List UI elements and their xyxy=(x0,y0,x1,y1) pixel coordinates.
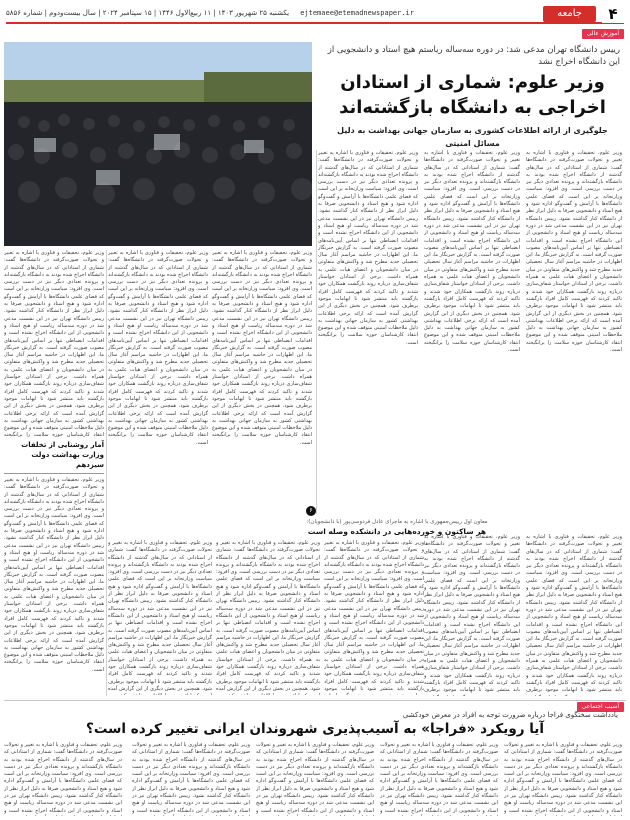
text-column-13 xyxy=(380,742,498,816)
article-text: وزیر علوم، تحقیقات و فناوری با اشاره به تغییر و تحولات صورت‌گرفته در دانشگاه‌ها گفت: شماری از استادانی که در سال‌های گذشته از دانشگاه اخراج شده بودند به دانشگاه بازگشته‌اند و پرونده تعدادی دیگر نیز در دست بررسی است. وی افزود: سیاست وزارتخانه بر این است که فضای علمی دانشگاه‌ها با آرامش و گفت‌وگو اداره شود و هیچ استاد و دانشجویی صرفا به دلیل ابراز نظر از دانشگاه کنار گذاشته نشود. رییس دانشگاه تهران نیز در این نشست مدعی شد در دوره سه‌ساله ریاست او هیچ استاد و دانشجویی از این دانشگاه اخراج نشده است و اقدامات انضباطی تنها بر اساس آیین‌نامه‌های مصوب صورت گرفته است. به گزارش خبرنگار ما، این اظهارات در حاشیه مراسم آغاز سال تحصیلی جدید مطرح شد و واکنش‌های متفاوتی در میان دانشجویان و اعضای هیات علمی به همراه داشت. برخی از استادان خواستار شفاف‌سازی درباره روند بازگشت همکاران خود شدند و تاکید کردند که فهرست کامل افراد بازگشته باید منتشر شود تا ابهامات موجود برطرف شود. همچنین در بخش دیگری از این گزارش آمده xyxy=(216,540,320,692)
article-text: وزیر علوم، تحقیقات و فناوری با اشاره به تغییر و تحولات صورت‌گرفته در دانشگاه‌ها گفت: شماری از استادانی که در سال‌های گذشته از دانشگاه اخراج شده بودند به دانشگاه بازگشته‌اند و پرونده تعدادی دیگر نیز در دست بررسی است. وی افزود: سیاست وزارتخانه بر این است که فضای علمی دانشگاه‌ها با آرامش و گفت‌وگو اداره شود و هیچ استاد و دانشجویی صرفا به دلیل ابراز نظر از دانشگاه کنار گذاشته نشود. رییس دانشگاه تهران نیز در این نشست مدعی شد در دوره سه‌ساله ریاست او هیچ استاد و دانشجویی از این دانشگاه اخراج نشده است و اقدامات انضباطی تنها بر اساس آیین‌نامه‌های مصوب صورت گرفته است. به گزارش خبرنگار ما، این اظهارات در حاشیه مراسم آغاز سال تحصیلی جدید مطرح شد و واکنش‌های متفاوتی در میان دانشجویان و اعضای هیات علمی به همراه داشت. برخی از استادان خواستار شفاف‌سازی درباره روند بازگشت همکاران خود شدند و تاکید کردند که فهرست کامل افراد بازگشته باید منتشر شود تا ابهامات موجود برطرف xyxy=(424,534,520,694)
text-column-16 xyxy=(4,742,122,816)
mid-story-kicker: معاون اول رییس‌جمهوری با اشاره به ماجرای عادل فردوسی‌پور (با دانشجویان): xyxy=(306,519,488,525)
text-column-9 xyxy=(324,540,424,695)
text-column-11 xyxy=(526,534,622,696)
text-column-8 xyxy=(216,540,320,695)
article-text: وزیر علوم، تحقیقات و فناوری با اشاره به تغییر و تحولات صورت‌گرفته در دانشگاه‌ها گفت: شماری از استادانی که در سال‌های گذشته از دانشگاه اخراج شده بودند به دانشگاه بازگشته‌اند و پرونده تعدادی دیگر نیز در دست بررسی است. وی افزود: سیاست وزارتخانه بر این است که فضای علمی دانشگاه‌ها با آرامش و گفت‌وگو اداره شود و هیچ استاد و دانشجویی صرفا به دلیل ابراز نظر از دانشگاه کنار گذاشته نشود. رییس دانشگاه تهران نیز در این نشست مدعی شد در دوره سه‌ساله ریاست او هیچ استاد و دانشجویی از این دانشگاه اخراج نشده است و اقدامات انضباطی تنها بر اساس آیین‌نامه‌های مصوب صورت گرفته است. به گزارش خبرنگار ما، این اظهارات در حاشیه مراسم آغاز سال تحصیلی جدید مطرح شد و واکنش‌های متفاوتی در میان دانشجویان و اعضای هیات علمی به همراه داشت. برخی از استادان خواستار شفاف‌سازی درباره روند بازگشت همکاران خود شدند و تاکید کردند که فهرست کامل افراد بازگشته باید منتشر شود تا ابهامات موجود برطرف شود. همچنین در بخش دیگری از این گزارش آمده است که ارائه برخی اطلاعات بهداشتی کشور به سازمان جهانی بهداشت به دلیل ملاحظات امنیتی متوقف شده و این موضوع انتقاد کارشناسان حوزه سلامت را برانگیخته است. xyxy=(424,150,520,354)
column-rule xyxy=(106,250,107,696)
text-column-6 xyxy=(212,250,312,512)
article-text: وزیر علوم، تحقیقات و فناوری با اشاره به تغییر و تحولات صورت‌گرفته در دانشگاه‌ها گفت: شماری از استادانی که در سال‌های گذشته از دانشگاه اخراج شده بودند به دانشگاه بازگشته‌اند و پرونده تعدادی دیگر نیز در دست بررسی است. وی افزود: سیاست وزارتخانه بر این است که فضای علمی دانشگاه‌ها با آرامش و گفت‌وگو اداره شود و هیچ استاد و دانشجویی صرفا به دلیل ابراز نظر از دانشگاه کنار گذاشته نشود. رییس دانشگاه تهران نیز در این نشست مدعی شد در دوره سه‌ساله ریاست او هیچ استاد و دانشجویی از این دانشگاه اخراج نشده است و اقدامات انضباطی تنها بر اساس آیین‌نامه‌های مصوب صورت گرفته است. به گزارش خبرنگار ما، این اظهارات در حاشیه مراسم آغاز سال تحصیلی جدید مطرح شد و واکنش‌های متفاوتی در میان دانشجویان و اعضای هیات علمی به همراه داشت. برخی از استادان خواستار شفاف‌سازی درباره روند بازگشت همکاران خود شدند و تاکید کردند که فهرست کامل افراد بازگشته باید منتشر شود تا ابهامات موجود برطرف شود. همچنین در بخش دیگری از این گزارش آمده است که ارائه برخی اطلاعات بهداشتی کشور به سازمان جهانی بهداشت به دلیل ملاحظات امنیتی متوقف شده و این موضوع انتقاد کارشناسان حوزه سلامت را برانگیخته xyxy=(4,250,104,439)
side-story xyxy=(4,440,104,695)
text-column-5 xyxy=(108,250,208,520)
main-kicker: رییس دانشگاه تهران مدعی شد: در دوره سه‌ساله ریاستم هیچ استاد و دانشجویی از این دانشگاه اخراج نشد xyxy=(327,45,620,67)
column-rule xyxy=(316,150,317,514)
text-column-10 xyxy=(424,534,520,696)
article-text: وزیر علوم، تحقیقات و فناوری با اشاره به تغییر و تحولات صورت‌گرفته در دانشگاه‌ها گفت: شماری از استادانی که در سال‌های گذشته از دانشگاه اخراج شده بودند به دانشگاه بازگشته‌اند و پرونده تعدادی دیگر نیز در دست بررسی است. وی افزود: سیاست وزارتخانه بر این است که فضای علمی دانشگاه‌ها با آرامش و گفت‌وگو اداره شود و هیچ استاد و دانشجویی صرفا به دلیل ابراز نظر از دانشگاه کنار گذاشته نشود. رییس دانشگاه تهران نیز در این نشست مدعی شد در دوره سه‌ساله ریاست او هیچ استاد و دانشجویی از این دانشگاه اخراج نشده است و اقدامات انضباطی تنها بر اساس آیین‌نامه‌های مصوب صورت گرفته است. به گزارش خبرنگار ما، این اظهارات در حاشیه مراسم آغاز سال تحصیلی جدید مطرح شد و واکنش‌های متفاوتی در میان دانشجویان و اعضای هیات علمی به همراه داشت. برخی از استادان خواستار شفاف‌سازی درباره روند بازگشت همکاران خود شدند و تاکید کردند که فهرست کامل افراد بازگشته باید منتشر شود تا ابهامات موجود برطرف xyxy=(526,534,622,694)
article-text: وزیر علوم، تحقیقات و فناوری با اشاره به تغییر و تحولات صورت‌گرفته در دانشگاه‌ها گفت: شماری از استادانی که در سال‌های گذشته از دانشگاه اخراج شده بودند به دانشگاه بازگشته‌اند و پرونده تعدادی دیگر نیز در دست بررسی است. وی افزود: سیاست وزارتخانه بر این است که فضای علمی دانشگاه‌ها با آرامش و گفت‌وگو اداره شود و هیچ استاد و دانشجویی صرفا به دلیل ابراز نظر از دانشگاه کنار گذاشته نشود. رییس دانشگاه تهران نیز در این نشست مدعی شد در دوره سه‌ساله ریاست او هیچ استاد و دانشجویی از این دانشگاه اخراج نشده است و اقدامات انضباطی تنها بر اساس آیین‌نامه‌های مصوب صورت گرفته است. به گزارش خبرنگار ما، این اظهارات در حاشیه مراسم آغاز سال تحصیلی جدید مطرح شد و واکنش‌های متفاوتی در میان دانشجویان و اعضای هیات علمی به همراه داشت. برخی از استادان خواستار شفاف‌سازی درباره روند بازگشت همکاران خود شدند و تاکید کردند که فهرست کامل افراد بازگشته باید منتشر شود تا ابهامات موجود xyxy=(324,540,424,692)
page-header xyxy=(6,6,624,24)
article-text: وزیر علوم، تحقیقات و فناوری با اشاره به تغییر و تحولات صورت‌گرفته در دانشگاه‌ها گفت: شماری از استادانی که در سال‌های گذشته از دانشگاه اخراج شده بودند به دانشگاه بازگشته‌اند و پرونده تعدادی دیگر نیز در دست بررسی است. وی افزود: سیاست وزارتخانه بر این است که فضای علمی دانشگاه‌ها با آرامش و گفت‌وگو اداره شود و هیچ استاد و دانشجویی صرفا به دلیل ابراز نظر از دانشگاه کنار گذاشته نشود. رییس دانشگاه تهران نیز در این نشست مدعی شد در دوره سه‌ساله ریاست او هیچ استاد و دانشجویی از این دانشگاه اخراج نشده است و اقدامات انضباطی تنها بر اساس آیین‌نامه‌های مصوب صورت گرفته است. به گزارش خبرنگار ما، این اظهارات در حاشیه مراسم آغاز سال تحصیلی جدید مطرح شد و واکنش‌های متفاوتی در میان دانشجویان و اعضای هیات علمی به همراه داشت. برخی از استادان خواستار شفاف‌سازی درباره روند بازگشت همکاران خود شدند و تاکید کردند که فهرست کامل افراد بازگشته باید منتشر شود تا ابهامات موجود برطرف شود. همچنین در بخش دیگری از این گزارش آمده است که ارائه برخی اطلاعات بهداشتی کشور به سازمان جهانی بهداشت به دلیل ملاحظات امنیتی متوقف شده و این موضوع انتقاد کارشناسان حوزه سلامت را برانگیخته است. xyxy=(108,250,208,446)
text-column-15 xyxy=(132,742,250,816)
text-column-2 xyxy=(424,150,520,530)
text-column-1 xyxy=(526,150,622,530)
article-text: وزیر علوم، تحقیقات و فناوری با اشاره به تغییر و تحولات صورت‌گرفته در دانشگاه‌ها گفت: شماری از استادانی که در سال‌های گذشته از دانشگاه اخراج شده بودند به دانشگاه بازگشته‌اند و پرونده تعدادی دیگر نیز در دست بررسی است. وی افزود: سیاست وزارتخانه بر این است که فضای علمی دانشگاه‌ها با آرامش و گفت‌وگو اداره شود و هیچ استاد و دانشجویی صرفا به دلیل ابراز نظر از دانشگاه کنار گذاشته نشود. رییس دانشگاه تهران نیز در این نشست مدعی شد در دوره سه‌ساله ریاست او هیچ استاد و دانشجویی از این دانشگاه اخراج نشده است و xyxy=(256,742,374,814)
text-column-12 xyxy=(504,742,622,816)
mid-story-title: هر ساکتون و خورده‌هایی در دانشکده وصله است xyxy=(307,527,487,536)
bottom-divider xyxy=(4,700,626,701)
text-column-14 xyxy=(256,742,374,816)
article-text: وزیر علوم، تحقیقات و فناوری با اشاره به تغییر و تحولات صورت‌گرفته در دانشگاه‌ها گفت: شماری از استادانی که در سال‌های گذشته از دانشگاه اخراج شده بودند به دانشگاه بازگشته‌اند و پرونده تعدادی دیگر نیز در دست بررسی است. وی افزود: سیاست وزارتخانه بر این است که فضای علمی دانشگاه‌ها با آرامش و گفت‌وگو اداره شود و هیچ استاد و دانشجویی صرفا به دلیل ابراز نظر از دانشگاه کنار گذاشته نشود. رییس دانشگاه تهران نیز در این نشست مدعی شد در دوره سه‌ساله ریاست او هیچ استاد و دانشجویی از این دانشگاه اخراج نشده است و اقدامات انضباطی تنها بر اساس آیین‌نامه‌های مصوب صورت گرفته است. به گزارش خبرنگار ما، این اظهارات در حاشیه مراسم آغاز سال تحصیلی جدید مطرح شد و واکنش‌های متفاوتی در میان دانشجویان و اعضای هیات علمی به همراه داشت. برخی از استادان خواستار شفاف‌سازی درباره روند بازگشت همکاران خود شدند و تاکید کردند که فهرست کامل افراد بازگشته باید منتشر شود تا ابهامات موجود برطرف شود. همچنین در بخش دیگری از این گزارش آمده است که ارائه برخی اطلاعات بهداشتی کشور به سازمان جهانی بهداشت به دلیل ملاحظات امنیتی متوقف شده و این موضوع انتقاد کارشناسان حوزه سلامت را برانگیخته است. xyxy=(212,250,312,446)
article-text: وزیر علوم، تحقیقات و فناوری با اشاره به تغییر و تحولات صورت‌گرفته در دانشگاه‌ها گفت: شماری از استادانی که در سال‌های گذشته از دانشگاه اخراج شده بودند به دانشگاه بازگشته‌اند و پرونده تعدادی دیگر نیز در دست بررسی است. وی افزود: سیاست وزارتخانه بر این است که فضای علمی دانشگاه‌ها با آرامش و گفت‌وگو اداره شود و هیچ استاد و دانشجویی صرفا به دلیل ابراز نظر از دانشگاه کنار گذاشته نشود. رییس دانشگاه تهران نیز در این نشست مدعی شد در دوره سه‌ساله ریاست او هیچ استاد و دانشجویی از این دانشگاه اخراج نشده است و xyxy=(132,742,250,814)
text-column-4 xyxy=(4,250,104,440)
bottom-headline: آیا رویکرد «فراجا» به آسیب‌پذیری شهروندان ایرانی تغییر کرده است؟ xyxy=(86,721,544,737)
text-column-7 xyxy=(108,540,212,695)
category-tag: آموزش عالی xyxy=(582,29,624,39)
article-text: وزیر علوم، تحقیقات و فناوری با اشاره به تغییر و تحولات صورت‌گرفته در دانشگاه‌ها گفت: شماری از استادانی که در سال‌های گذشته از دانشگاه اخراج شده بودند به دانشگاه بازگشته‌اند و پرونده تعدادی دیگر نیز در دست بررسی است. وی افزود: سیاست وزارتخانه بر این است که فضای علمی دانشگاه‌ها با آرامش و گفت‌وگو اداره شود و هیچ استاد و دانشجویی صرفا به دلیل ابراز نظر از دانشگاه کنار گذاشته نشود. رییس دانشگاه تهران نیز در این نشست مدعی شد در دوره سه‌ساله ریاست او هیچ استاد و دانشجویی از این دانشگاه اخراج نشده است و اقدامات انضباطی تنها بر اساس آیین‌نامه‌های مصوب صورت گرفته است. به گزارش خبرنگار ما، این اظهارات در حاشیه مراسم آغاز سال تحصیلی جدید مطرح شد و واکنش‌های متفاوتی در میان دانشجویان و اعضای هیات علمی به همراه داشت. برخی از استادان خواستار شفاف‌سازی درباره روند بازگشت همکاران خود شدند و تاکید کردند که فهرست کامل افراد بازگشته باید منتشر شود تا ابهامات موجود برطرف شود. همچنین در بخش دیگری از این گزارش آمده است که ارائه برخی اطلاعات بهداشتی کشور به سازمان جهانی بهداشت به دلیل ملاحظات امنیتی متوقف شده و این موضوع انتقاد کارشناسان حوزه سلامت را برانگیخته است. xyxy=(526,150,622,354)
story-number-badge: ۶ xyxy=(306,506,316,516)
page-number: ۴ xyxy=(602,5,624,23)
article-text: وزیر علوم، تحقیقات و فناوری با اشاره به تغییر و تحولات صورت‌گرفته در دانشگاه‌ها گفت: شماری از استادانی که در سال‌های گذشته از دانشگاه اخراج شده بودند به دانشگاه بازگشته‌اند و پرونده تعدادی دیگر نیز در دست بررسی است. وی افزود: سیاست وزارتخانه بر این است که فضای علمی دانشگاه‌ها با آرامش و گفت‌وگو اداره شود و هیچ استاد و دانشجویی صرفا به دلیل ابراز نظر از دانشگاه کنار گذاشته نشود. رییس دانشگاه تهران نیز در این نشست مدعی شد در دوره سه‌ساله ریاست او هیچ استاد و دانشجویی از این دانشگاه اخراج نشده است و xyxy=(380,742,498,814)
article-text: وزیر علوم، تحقیقات و فناوری با اشاره به تغییر و تحولات صورت‌گرفته در دانشگاه‌ها گفت: شماری از استادانی که در سال‌های گذشته از دانشگاه اخراج شده بودند به دانشگاه بازگشته‌اند و پرونده تعدادی دیگر نیز در دست بررسی است. وی افزود: سیاست وزارتخانه بر این است که فضای علمی دانشگاه‌ها با آرامش و گفت‌وگو اداره شود و هیچ استاد و دانشجویی صرفا به دلیل ابراز نظر از دانشگاه کنار گذاشته نشود. رییس دانشگاه تهران نیز در این نشست مدعی شد در دوره سه‌ساله ریاست او هیچ استاد و دانشجویی از این دانشگاه اخراج نشده است و xyxy=(504,742,622,814)
side-story-title: آمار روشنایی از تخلفات وزارت بهداشت دولت سیزدهم xyxy=(21,441,104,469)
category-tag: آسیب اجتماعی xyxy=(577,702,624,712)
article-text: وزیر علوم، تحقیقات و فناوری با اشاره به تغییر و تحولات صورت‌گرفته در دانشگاه‌ها گفت: شماری از استادانی که در سال‌های گذشته از دانشگاه اخراج شده بودند به دانشگاه بازگشته‌اند و پرونده تعدادی دیگر نیز در دست بررسی است. وی افزود: سیاست وزارتخانه بر این است که فضای علمی دانشگاه‌ها با آرامش و گفت‌وگو اداره شود و هیچ استاد و دانشجویی صرفا به دلیل ابراز نظر از دانشگاه کنار گذاشته نشود. رییس دانشگاه تهران نیز در این نشست مدعی شد در دوره سه‌ساله ریاست او هیچ استاد و دانشجویی از این دانشگاه اخراج نشده است و اقدامات انضباطی تنها بر اساس آیین‌نامه‌های مصوب صورت گرفته است. به گزارش خبرنگار ما، این اظهارات در حاشیه مراسم آغاز سال تحصیلی جدید مطرح شد و واکنش‌های متفاوتی در میان دانشجویان و اعضای هیات علمی به همراه داشت. برخی از استادان خواستار شفاف‌سازی درباره روند بازگشت همکاران خود شدند و تاکید کردند که فهرست کامل افراد بازگشته باید منتشر شود تا ابهامات موجود برطرف شود. همچنین در بخش دیگری از این گزارش آمده است که ارائه برخی اطلاعات بهداشتی کشور به سازمان جهانی بهداشت به دلیل ملاحظات امنیتی متوقف شده و این موضوع انتقاد کارشناسان حوزه سلامت را برانگیخته است. xyxy=(4,477,104,673)
section-email: ejtemaee@etemadnewspaper.ir xyxy=(300,9,414,17)
article-text: وزیر علوم، تحقیقات و فناوری با اشاره به تغییر و تحولات صورت‌گرفته در دانشگاه‌ها گفت: شماری از استادانی که در سال‌های گذشته از دانشگاه اخراج شده بودند به دانشگاه بازگشته‌اند و پرونده تعدادی دیگر نیز در دست بررسی است. وی افزود: سیاست وزارتخانه بر این است که فضای علمی دانشگاه‌ها با آرامش و گفت‌وگو اداره شود و هیچ استاد و دانشجویی صرفا به دلیل ابراز نظر از دانشگاه کنار گذاشته نشود. رییس دانشگاه تهران نیز در این نشست مدعی شد در دوره سه‌ساله ریاست او هیچ استاد و دانشجویی از این دانشگاه اخراج نشده است و اقدامات انضباطی تنها بر اساس آیین‌نامه‌های مصوب صورت گرفته است. به گزارش خبرنگار ما، این اظهارات در حاشیه مراسم آغاز سال تحصیلی جدید مطرح شد و واکنش‌های متفاوتی در میان دانشجویان و اعضای هیات علمی به همراه داشت. برخی از استادان خواستار شفاف‌سازی درباره روند بازگشت همکاران خود شدند و تاکید کردند که فهرست کامل افراد بازگشته باید منتشر شود تا ابهامات موجود برطرف شود. همچنین در بخش دیگری از این گزارش آمده xyxy=(108,540,212,692)
mid-story-header xyxy=(232,519,562,534)
crowd-photo xyxy=(4,42,312,246)
issue-date: یکشنبه ۲۵ شهریور ۱۴۰۳ | ۱۱ ربیع‌الاول ۱۴۴۶ | ۱۵ سپتامبر ۲۰۲۴ | سال بیست‌ودوم | شماره ۵۸۵۶ xyxy=(6,9,290,17)
main-headline: وزیر علوم: شماری از استادان اخراجی به دانشگاه بازگشته‌اند xyxy=(339,72,606,118)
main-subhead: جلوگیری از ارائه اطلاعات کشوری به سازمان جهانی بهداشت به دلیل مسائل امنیتی xyxy=(337,126,608,148)
article-text: وزیر علوم، تحقیقات و فناوری با اشاره به تغییر و تحولات صورت‌گرفته در دانشگاه‌ها گفت: شماری از استادانی که در سال‌های گذشته از دانشگاه اخراج شده بودند به دانشگاه بازگشته‌اند و پرونده تعدادی دیگر نیز در دست بررسی است. وی افزود: سیاست وزارتخانه بر این است که فضای علمی دانشگاه‌ها با آرامش و گفت‌وگو اداره شود و هیچ استاد و دانشجویی صرفا به دلیل ابراز نظر از دانشگاه کنار گذاشته نشود. رییس دانشگاه تهران نیز در این نشست مدعی شد در دوره سه‌ساله ریاست او هیچ استاد و دانشجویی از این دانشگاه اخراج نشده است و اقدامات انضباطی تنها بر اساس آیین‌نامه‌های مصوب صورت گرفته است. به گزارش خبرنگار ما، این اظهارات در حاشیه مراسم آغاز سال تحصیلی جدید مطرح شد و واکنش‌های متفاوتی در میان دانشجویان و اعضای هیات علمی به همراه داشت. برخی از استادان خواستار شفاف‌سازی درباره روند بازگشت همکاران خود شدند و تاکید کردند که فهرست کامل افراد بازگشته باید منتشر شود تا ابهامات موجود برطرف شود. همچنین در بخش دیگری از این گزارش آمده است که ارائه برخی اطلاعات بهداشتی کشور به سازمان جهانی بهداشت به دلیل ملاحظات امنیتی متوقف شده و این موضوع انتقاد کارشناسان حوزه سلامت را برانگیخته است. xyxy=(318,150,418,346)
text-column-3 xyxy=(318,150,418,514)
section-label: جامعه xyxy=(543,6,596,22)
bottom-kicker: یادداشت سختگوی فراجا درباره ضرورت توجه به افراد در معرض خودکشی xyxy=(402,711,618,719)
article-text: وزیر علوم، تحقیقات و فناوری با اشاره به تغییر و تحولات صورت‌گرفته در دانشگاه‌ها گفت: شماری از استادانی که در سال‌های گذشته از دانشگاه اخراج شده بودند به دانشگاه بازگشته‌اند و پرونده تعدادی دیگر نیز در دست بررسی است. وی افزود: سیاست وزارتخانه بر این است که فضای علمی دانشگاه‌ها با آرامش و گفت‌وگو اداره شود و هیچ استاد و دانشجویی صرفا به دلیل ابراز نظر از دانشگاه کنار گذاشته نشود. رییس دانشگاه تهران نیز در این نشست مدعی شد در دوره سه‌ساله ریاست او هیچ استاد و دانشجویی از این دانشگاه اخراج نشده است و xyxy=(4,742,122,814)
